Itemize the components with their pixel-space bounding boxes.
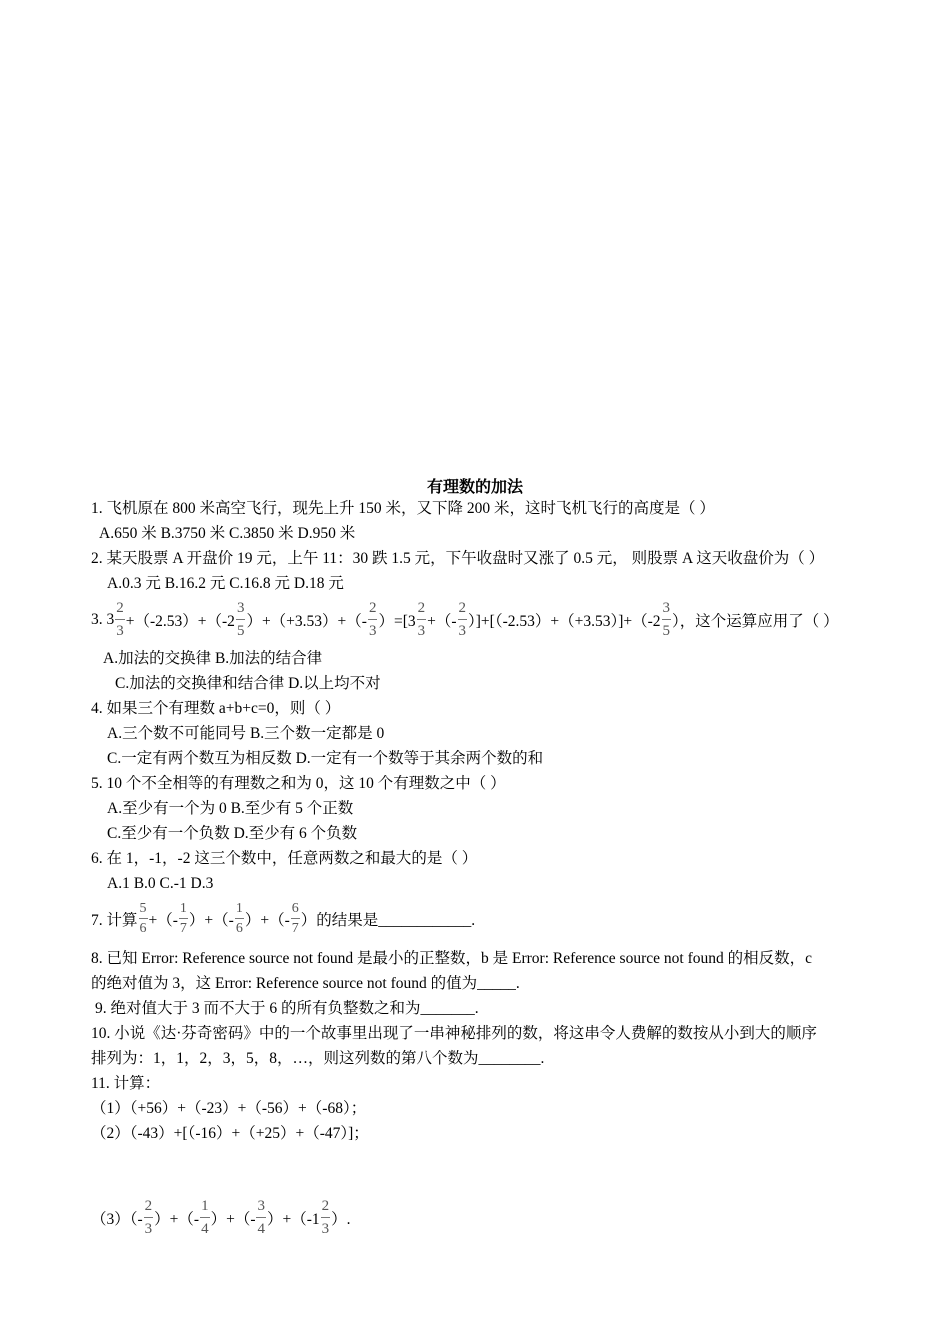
question-10-line-1: 10. 小说《达·芬奇密码》中的一个故事里出现了一串神秘排列的数，将这串令人费解的数按从小到大的顺序 bbox=[91, 1025, 817, 1042]
q3-fraction-6: $\frac{3}{5}$ bbox=[662, 600, 671, 639]
q7-text-5: ）的结果是____________. bbox=[300, 912, 476, 929]
q3-text-7: ），这个运算应用了（ ） bbox=[672, 613, 839, 630]
q3-fraction-5: $\frac{2}{3}$ bbox=[458, 600, 467, 639]
question-1-options: A.650 米 B.3750 米 C.3850 米 D.950 米 bbox=[99, 525, 356, 542]
q3-text-5: +（- bbox=[427, 613, 457, 630]
q3-text-1: 3. 3 bbox=[91, 611, 115, 628]
q11-3-fraction-4: $\frac{2}{3}$ bbox=[321, 1198, 330, 1237]
q7-fraction-4: $\frac{6}{7}$ bbox=[291, 901, 299, 936]
question-5-options-ab: A.至少有一个为 0 B.至少有 5 个正数 bbox=[107, 800, 354, 817]
q7-fraction-1: $\frac{5}{6}$ bbox=[139, 901, 147, 936]
q11-3-text-5: ）. bbox=[331, 1211, 351, 1228]
q11-3-fraction-2: $\frac{1}{4}$ bbox=[201, 1198, 209, 1237]
q3-text-4: ）=[3 bbox=[378, 613, 416, 630]
page-title: 有理数的加法 bbox=[426, 479, 523, 496]
question-11-part-1: （1）（+56）+（-23）+（-56）+（-68）； bbox=[91, 1100, 367, 1117]
question-8-line-2: 的绝对值为 3，这 Error: Reference source not found 的值为_____. bbox=[91, 975, 520, 992]
q11-3-fraction-3: $\frac{3}{4}$ bbox=[257, 1198, 265, 1237]
q11-3-text-1: （3）（- bbox=[91, 1211, 143, 1228]
question-4-stem: 4. 如果三个有理数 a+b+c=0，则（ ） bbox=[91, 700, 341, 717]
question-11-stem: 11. 计算： bbox=[91, 1075, 161, 1092]
q7-text-4: ）+（- bbox=[244, 912, 290, 929]
question-5-options-cd: C.至少有一个负数 D.至少有 6 个负数 bbox=[107, 825, 358, 842]
question-3-options-ab: A.加法的交换律 B.加法的结合律 bbox=[103, 650, 323, 667]
question-4-options-cd: C.一定有两个数互为相反数 D.一定有一个数等于其余两个数的和 bbox=[107, 750, 544, 767]
question-7-expression bbox=[91, 899, 475, 939]
q11-3-text-2: ）+（- bbox=[154, 1211, 200, 1228]
question-11-part-2: （2）（-43）+[（-16）+（+25）+（-47）]； bbox=[91, 1125, 369, 1142]
q3-text-6: ）]+[（-2.53）+（+3.53）]+（-2 bbox=[468, 613, 661, 630]
question-11-part-3 bbox=[91, 1196, 351, 1240]
q7-fraction-2: $\frac{1}{7}$ bbox=[179, 901, 187, 936]
question-6-stem: 6. 在 1，-1，-2 这三个数中，任意两数之和最大的是（ ） bbox=[91, 850, 478, 867]
question-3-expression bbox=[91, 598, 839, 642]
question-5-stem: 5. 10 个不全相等的有理数之和为 0，这 10 个有理数之中（ ） bbox=[91, 775, 506, 792]
question-8-line-1: 8. 已知 Error: Reference source not found 是最小的正整数，b 是 Error: Reference source not found 的相反数，c bbox=[91, 950, 812, 967]
question-10-line-2: 排列为：1，1，2，3，5，8，…，则这列数的第八个数为________. bbox=[91, 1050, 545, 1067]
q11-3-fraction-1: $\frac{2}{3}$ bbox=[144, 1198, 153, 1237]
question-2-stem: 2. 某天股票 A 开盘价 19 元，上午 11：30 跌 1.5 元，下午收盘时又涨了 0.5 元， 则股票 A 这天收盘价为（ ） bbox=[91, 550, 825, 567]
q7-text-1: 7. 计算 bbox=[91, 912, 138, 929]
q3-fraction-3: $\frac{2}{3}$ bbox=[368, 600, 377, 639]
question-6-options: A.1 B.0 C.-1 D.3 bbox=[107, 875, 214, 892]
q11-3-text-3: ）+（- bbox=[210, 1211, 256, 1228]
question-1-stem: 1. 飞机原在 800 米高空飞行，现先上升 150 米，又下降 200 米，这时飞机飞行的高度是（ ） bbox=[91, 500, 715, 517]
q7-text-3: ）+（- bbox=[188, 912, 234, 929]
q7-fraction-3: $\frac{1}{6}$ bbox=[235, 901, 243, 936]
q3-fraction-2: $\frac{3}{5}$ bbox=[236, 600, 245, 639]
q3-fraction-1: $\frac{2}{3}$ bbox=[116, 600, 124, 639]
q3-text-2: +（-2.53）+（-2 bbox=[125, 613, 235, 630]
question-9-stem: 9. 绝对值大于 3 而不大于 6 的所有负整数之和为_______. bbox=[95, 1000, 479, 1017]
q7-text-2: +（- bbox=[148, 912, 178, 929]
q3-text-3: ）+（+3.53）+（- bbox=[246, 613, 367, 630]
q3-fraction-4: $\frac{2}{3}$ bbox=[417, 600, 426, 639]
question-2-options: A.0.3 元 B.16.2 元 C.16.8 元 D.18 元 bbox=[107, 575, 344, 592]
question-4-options-ab: A.三个数不可能同号 B.三个数一定都是 0 bbox=[107, 725, 385, 742]
q11-3-text-4: ）+（-1 bbox=[266, 1211, 320, 1228]
question-3-options-cd: C.加法的交换律和结合律 D.以上均不对 bbox=[115, 675, 381, 692]
